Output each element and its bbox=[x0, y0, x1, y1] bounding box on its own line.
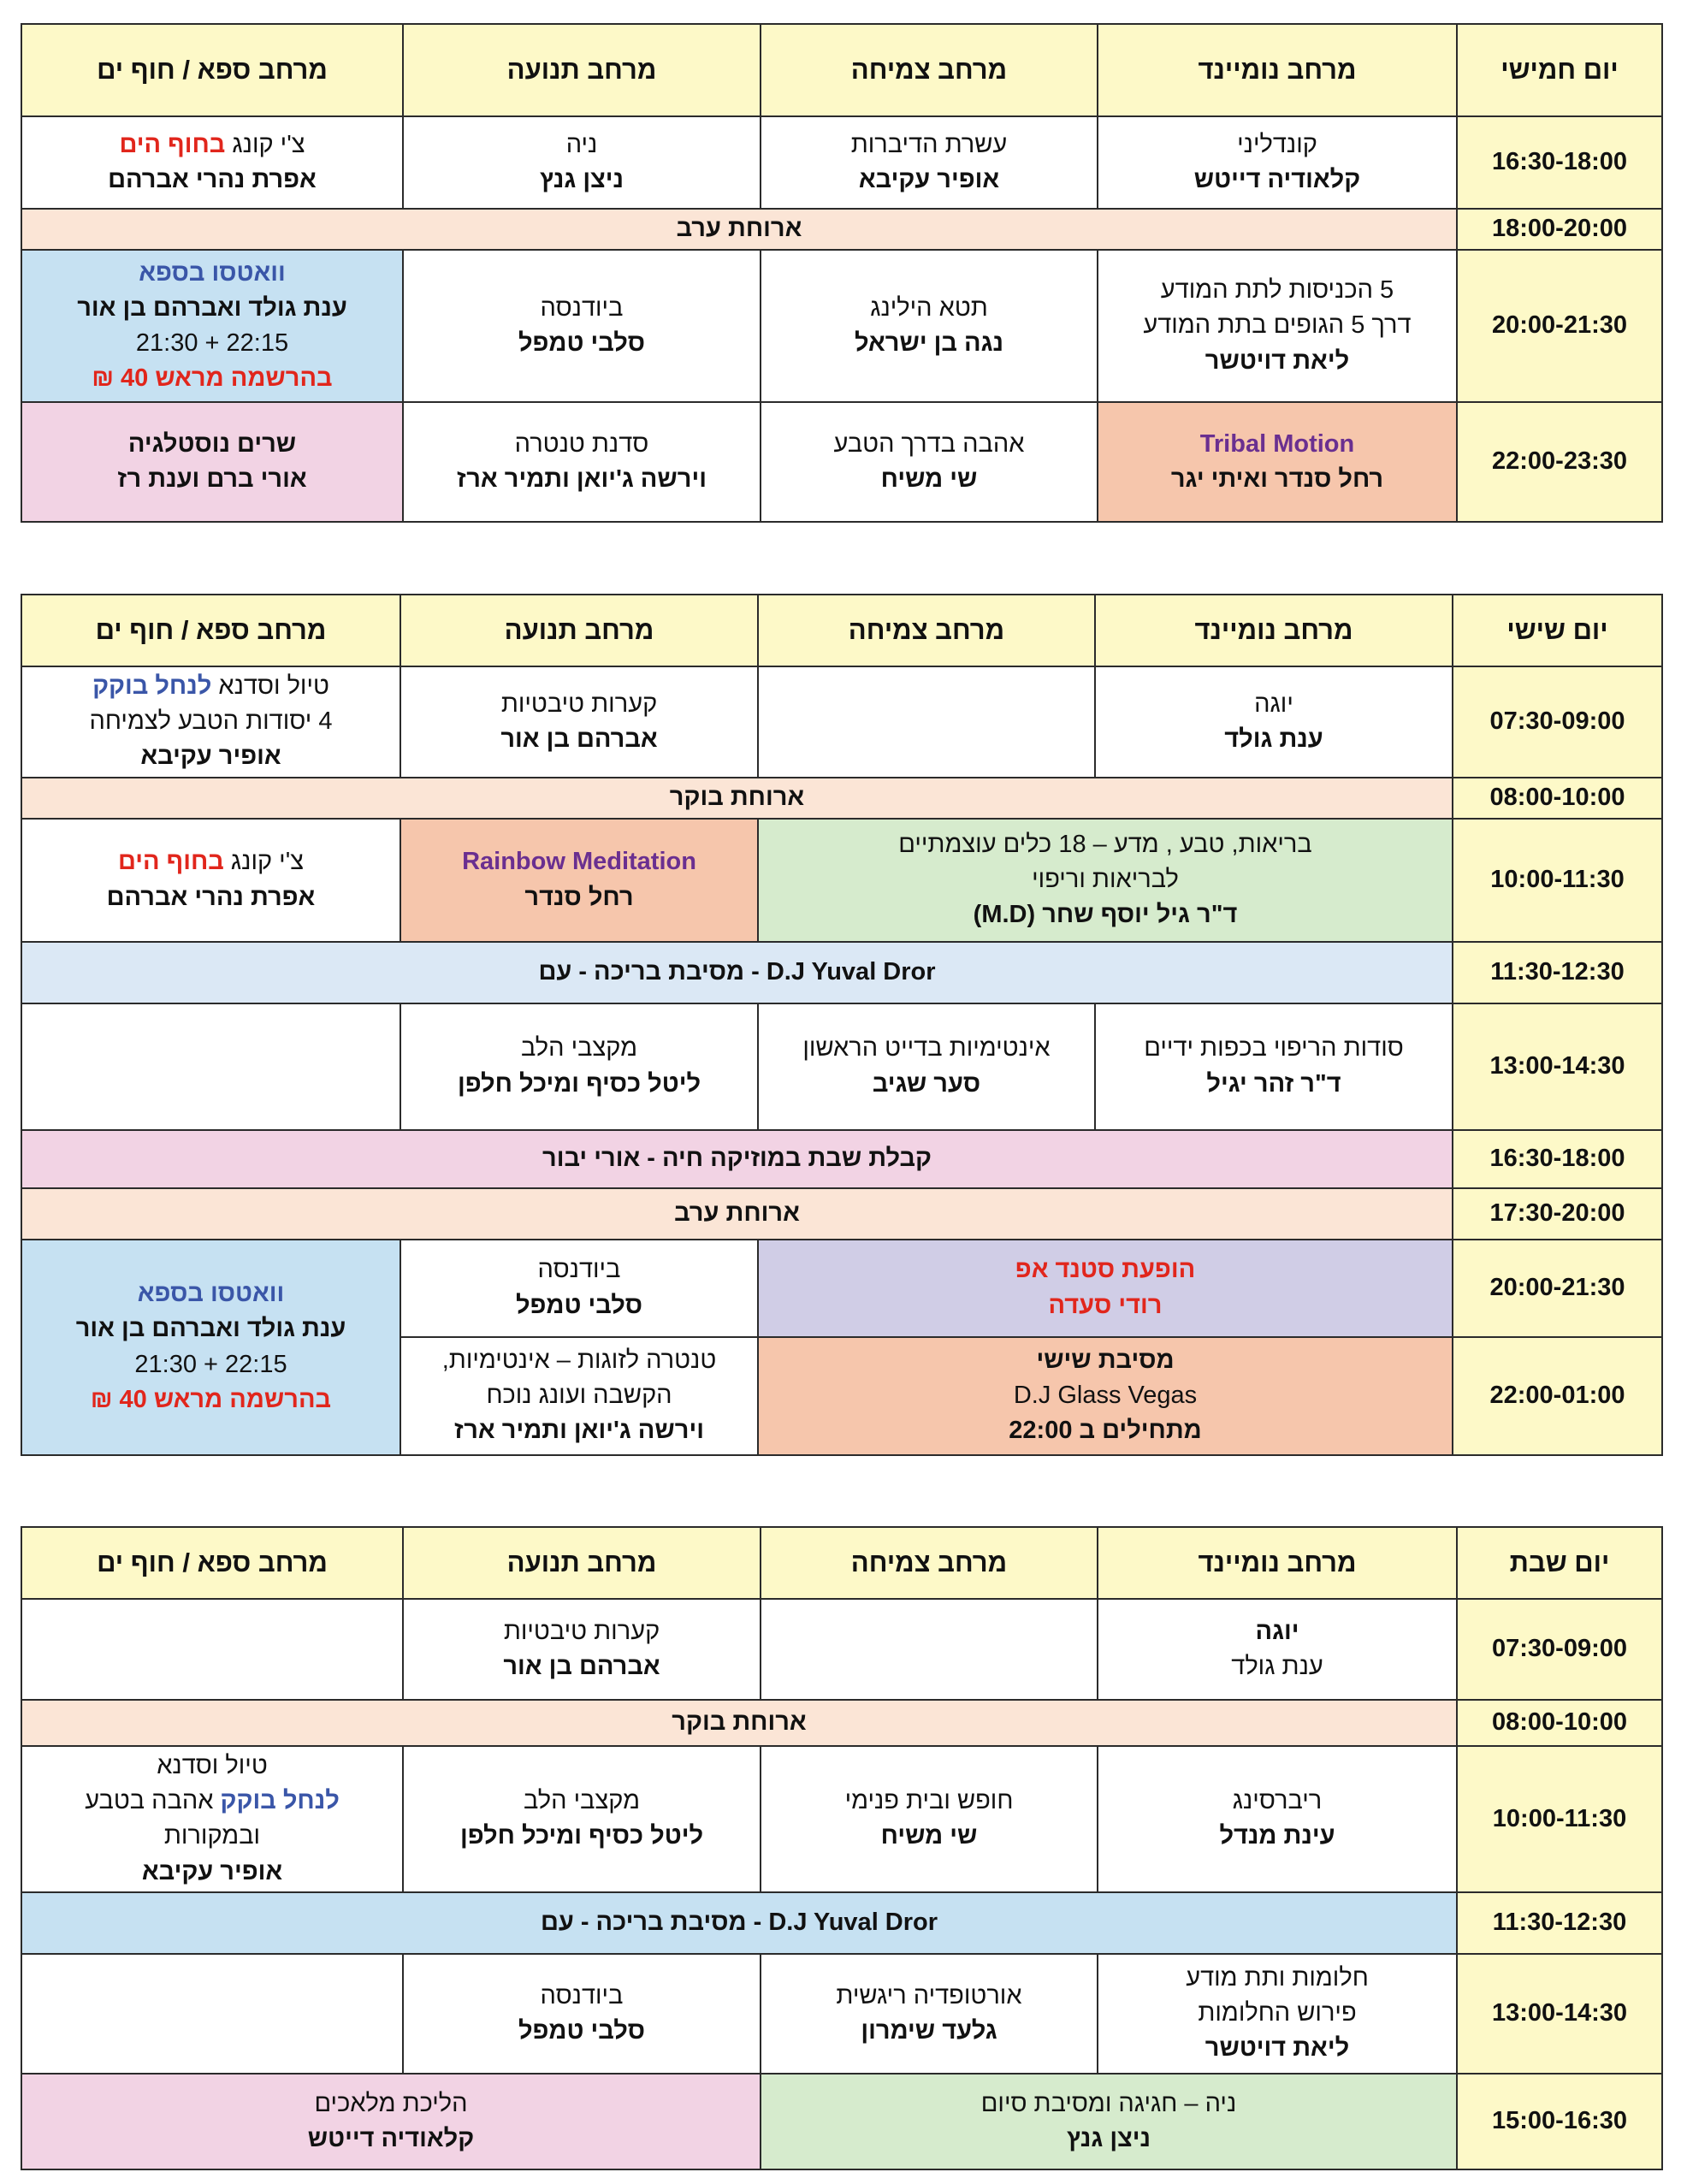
header-movement: מרחב תנועה bbox=[403, 24, 761, 116]
session-host: ענת גולד ואברהם בן אור bbox=[77, 293, 347, 322]
session-host: סער שגיב bbox=[872, 1069, 981, 1098]
breakfast-label: ארוחת בוקר bbox=[21, 778, 1453, 819]
header-numind: מרחב נומיינד bbox=[1095, 595, 1453, 666]
location-highlight: בחוף הים bbox=[119, 130, 226, 158]
meal-row bbox=[21, 209, 1662, 250]
session-cell bbox=[21, 250, 403, 402]
session-cell bbox=[21, 666, 400, 778]
session-title: קערות טיבטיות bbox=[503, 1617, 660, 1645]
session-cell bbox=[21, 1240, 400, 1455]
session-host: ניצן גנץ bbox=[1066, 2124, 1151, 2152]
session-host: אופיר עקיבא bbox=[141, 1857, 283, 1885]
time-slot: 22:00-23:30 bbox=[1457, 402, 1662, 522]
session-subtitle-2: ובמקורות bbox=[163, 1822, 261, 1850]
time-slot: 08:00-10:00 bbox=[1453, 778, 1662, 819]
session-title: צ'י קונג bbox=[230, 848, 305, 876]
session-host: ליטל כסיף ומיכל חלפן bbox=[457, 1069, 701, 1098]
pool-party-row bbox=[21, 1892, 1662, 1954]
header-growth: מרחב צמיחה bbox=[758, 595, 1095, 666]
session-host: ענת גולד bbox=[1224, 725, 1323, 753]
time-slot: 16:30-18:00 bbox=[1453, 1130, 1662, 1188]
session-title: קונדליני bbox=[1237, 130, 1317, 158]
time-slot: 16:30-18:00 bbox=[1457, 116, 1662, 209]
session-title: מקצבי הלב bbox=[524, 1787, 640, 1815]
session-host: ד"ר זהר יגיל bbox=[1206, 1069, 1341, 1098]
session-title: וואטסו בספא bbox=[137, 1280, 285, 1308]
table-row bbox=[21, 1954, 1662, 2074]
session-title: ניה – חגיגה ומסיבת סיום bbox=[980, 2089, 1237, 2117]
session-title: שרים נוסטלגיה bbox=[127, 429, 297, 458]
table-row bbox=[21, 666, 1662, 778]
session-title: בריאות, טבע , מדע – 18 כלים עוצמתיים bbox=[898, 830, 1312, 858]
time-slot: 10:00-11:30 bbox=[1457, 1746, 1662, 1892]
session-host: רחל סנדר ואיתי יגר bbox=[1170, 465, 1384, 493]
session-cell bbox=[1098, 1954, 1457, 2074]
time-slot: 10:00-11:30 bbox=[1453, 819, 1662, 942]
session-cell bbox=[21, 116, 403, 209]
session-host: אברהם בן אור bbox=[503, 1653, 660, 1680]
session-cell bbox=[21, 402, 403, 522]
empty-cell bbox=[21, 1003, 400, 1130]
session-title: יוגה bbox=[1254, 690, 1293, 718]
session-host: ד"ר גיל יוסף שחר (M.D) bbox=[973, 901, 1238, 929]
session-title: מסיבת שישי bbox=[1036, 1346, 1175, 1374]
session-cell bbox=[21, 1746, 403, 1892]
session-cell bbox=[403, 1954, 761, 2074]
dinner-label: ארוחת ערב bbox=[21, 1188, 1453, 1240]
session-cell bbox=[761, 116, 1098, 209]
session-title: טיול וסדנא bbox=[157, 1752, 268, 1779]
session-title: חופש ובית פנימי bbox=[844, 1787, 1014, 1815]
session-cell bbox=[403, 1599, 761, 1700]
pool-party-label: D.J Yuval Dror - מסיבת בריכה - עם bbox=[21, 942, 1453, 1003]
time-slot: 18:00-20:00 bbox=[1457, 209, 1662, 250]
session-host: שי משיח bbox=[880, 465, 978, 493]
empty-cell bbox=[21, 1954, 403, 2074]
session-title: טיול וסדנא bbox=[218, 672, 329, 700]
session-title: עשרת הדיברות bbox=[850, 130, 1008, 158]
session-host: סלבי טמפל bbox=[515, 1291, 643, 1319]
session-host: אפרת נהרי אברהם bbox=[108, 166, 317, 193]
session-subtitle: דרך 5 הגופים בתת המודע bbox=[1143, 311, 1412, 340]
session-title: Rainbow Meditation bbox=[462, 848, 696, 876]
header-movement: מרחב תנועה bbox=[400, 595, 758, 666]
header-spa-beach: מרחב ספא / חוף ים bbox=[21, 24, 403, 116]
empty-cell bbox=[761, 1599, 1098, 1700]
session-cell bbox=[758, 819, 1453, 942]
session-title: סודות הריפוי בכפות ידיים bbox=[1144, 1034, 1404, 1062]
session-cell bbox=[400, 1003, 758, 1130]
session-times: 21:30 + 22:15 bbox=[135, 329, 289, 357]
session-title: ביודנסה bbox=[540, 293, 624, 322]
thursday-schedule-table bbox=[21, 23, 1663, 523]
meal-row bbox=[21, 1188, 1662, 1240]
time-slot: 13:00-14:30 bbox=[1457, 1954, 1662, 2074]
session-subtitle: 4 יסודות הטבע לצמיחה bbox=[89, 707, 333, 736]
session-cell bbox=[403, 116, 761, 209]
time-slot: 17:30-20:00 bbox=[1453, 1188, 1662, 1240]
day-header: יום שישי bbox=[1453, 595, 1662, 666]
session-host: אברהם בן אור bbox=[500, 725, 658, 753]
time-slot: 22:00-01:00 bbox=[1453, 1337, 1662, 1455]
table-row bbox=[21, 250, 1662, 402]
session-start: מתחילים ב 22:00 bbox=[1009, 1417, 1202, 1445]
session-cell bbox=[1098, 1746, 1457, 1892]
table-row bbox=[21, 819, 1662, 942]
meal-row bbox=[21, 1700, 1662, 1746]
pool-party-row bbox=[21, 942, 1662, 1003]
session-title: וואטסו בספא bbox=[139, 258, 286, 287]
session-host: ענת גולד bbox=[1231, 1653, 1323, 1680]
time-slot: 11:30-12:30 bbox=[1457, 1892, 1662, 1954]
session-title: טנטרה לזוגות – אינטימיות, bbox=[441, 1346, 717, 1374]
table-row bbox=[21, 116, 1662, 209]
session-host: וירשה ג'יואן ותמיר ארז bbox=[454, 1417, 704, 1445]
table-row bbox=[21, 1240, 1662, 1337]
session-host: סלבי טמפל bbox=[518, 2016, 646, 2045]
session-host: אפרת נהרי אברהם bbox=[106, 883, 316, 911]
header-row bbox=[21, 24, 1662, 116]
time-slot: 20:00-21:30 bbox=[1457, 250, 1662, 402]
session-cell bbox=[1098, 402, 1457, 522]
session-cell bbox=[761, 1746, 1098, 1892]
saturday-schedule-table bbox=[21, 1526, 1663, 2170]
table-row bbox=[21, 1003, 1662, 1130]
session-subtitle: לבריאות וריפוי bbox=[1032, 865, 1179, 893]
session-cell bbox=[400, 1337, 758, 1455]
session-host: רחל סנדר bbox=[524, 883, 634, 911]
time-slot: 20:00-21:30 bbox=[1453, 1240, 1662, 1337]
session-host: אורי ברם וענת רז bbox=[117, 465, 307, 493]
session-title: ביודנסה bbox=[540, 1981, 624, 2009]
session-cell bbox=[1095, 666, 1453, 778]
session-title: אורטופדיה ריגשית bbox=[836, 1981, 1022, 2009]
session-cell bbox=[403, 1746, 761, 1892]
session-title: קערות טיבטיות bbox=[500, 690, 658, 718]
time-slot: 07:30-09:00 bbox=[1457, 1599, 1662, 1700]
session-cell bbox=[761, 2074, 1457, 2169]
session-title: ריברסינג bbox=[1232, 1787, 1323, 1815]
breakfast-label: ארוחת בוקר bbox=[21, 1700, 1457, 1746]
session-title: הליכת מלאכים bbox=[314, 2089, 468, 2117]
location-highlight: בחוף הים bbox=[117, 848, 224, 876]
table-row bbox=[21, 2074, 1662, 2169]
session-cell bbox=[1098, 250, 1457, 402]
time-slot: 15:00-16:30 bbox=[1457, 2074, 1662, 2169]
day-header: יום שבת bbox=[1457, 1527, 1662, 1599]
meal-row bbox=[21, 778, 1662, 819]
session-title: יוגה bbox=[1255, 1617, 1299, 1645]
session-host: אופיר עקיבא bbox=[858, 166, 1000, 193]
time-slot: 07:30-09:00 bbox=[1453, 666, 1662, 778]
session-host: עינת מנדל bbox=[1219, 1822, 1335, 1850]
session-host: ליטל כסיף ומיכל חלפן bbox=[459, 1822, 704, 1850]
table-row bbox=[21, 1599, 1662, 1700]
location-highlight: לנחל בוקק bbox=[220, 1787, 340, 1815]
session-subtitle: הקשבה ועונג נוכח bbox=[486, 1381, 672, 1409]
session-cell bbox=[21, 819, 400, 942]
session-cell bbox=[758, 1337, 1453, 1455]
session-title: הופעת סטנד אפ bbox=[1015, 1256, 1196, 1284]
session-cell bbox=[1098, 1599, 1457, 1700]
session-title: ביודנסה bbox=[537, 1256, 621, 1284]
header-spa-beach: מרחב ספא / חוף ים bbox=[21, 595, 400, 666]
session-host: ליאת דויטשר bbox=[1205, 346, 1350, 375]
empty-cell bbox=[21, 1599, 403, 1700]
session-title: חלומות ותת מודע bbox=[1186, 1963, 1369, 1992]
session-cell bbox=[1095, 1003, 1453, 1130]
pool-party-label: D.J Yuval Dror - מסיבת בריכה - עם bbox=[21, 1892, 1457, 1954]
registration-note: בהרשמה מראש 40 ₪ bbox=[90, 1385, 332, 1413]
session-subtitle: פירוש החלומות bbox=[1198, 1999, 1357, 2027]
table-row bbox=[21, 402, 1662, 522]
session-cell bbox=[403, 250, 761, 402]
session-cell bbox=[400, 666, 758, 778]
session-host: גלעד שימרון bbox=[861, 2016, 997, 2045]
dinner-label: ארוחת ערב bbox=[21, 209, 1457, 250]
session-title: ניה bbox=[565, 130, 598, 158]
session-cell bbox=[758, 1003, 1095, 1130]
session-title: אהבה בדרך הטבע bbox=[833, 429, 1025, 458]
session-title: 5 הכניסות לתת המודע bbox=[1160, 276, 1394, 305]
session-cell bbox=[1098, 116, 1457, 209]
session-host: רודי סעדה bbox=[1048, 1291, 1163, 1319]
session-host: קלאודיה דייטש bbox=[307, 2124, 475, 2152]
header-spa-beach: מרחב ספא / חוף ים bbox=[21, 1527, 403, 1599]
session-host: ניצן גנץ bbox=[539, 166, 624, 193]
day-header: יום חמישי bbox=[1457, 24, 1662, 116]
session-dj: D.J Glass Vegas bbox=[1013, 1381, 1198, 1409]
session-subtitle: אהבה בטבע bbox=[85, 1787, 214, 1815]
session-cell bbox=[400, 1240, 758, 1337]
session-host: וירשה ג'יואן ותמיר ארז bbox=[457, 465, 707, 493]
header-numind: מרחב נומיינד bbox=[1098, 1527, 1457, 1599]
friday-schedule-table bbox=[21, 594, 1663, 1456]
time-slot: 08:00-10:00 bbox=[1457, 1700, 1662, 1746]
session-title: אינטימיות בדייט הראשון bbox=[802, 1034, 1051, 1062]
header-row bbox=[21, 1527, 1662, 1599]
session-cell bbox=[761, 402, 1098, 522]
session-title: סדנת טנטרה bbox=[514, 429, 649, 458]
registration-note: בהרשמה מראש 40 ₪ bbox=[92, 364, 333, 393]
session-cell bbox=[761, 250, 1098, 402]
time-slot: 13:00-14:30 bbox=[1453, 1003, 1662, 1130]
session-host: נגה בן ישראל bbox=[854, 329, 1003, 357]
session-title: מקצבי הלב bbox=[521, 1034, 637, 1062]
shabbat-label: קבלת שבת במוזיקה חיה - אורי יבור bbox=[21, 1130, 1453, 1188]
header-movement: מרחב תנועה bbox=[403, 1527, 761, 1599]
session-times: 21:30 + 22:15 bbox=[134, 1350, 287, 1378]
empty-cell bbox=[758, 666, 1095, 778]
time-slot: 11:30-12:30 bbox=[1453, 942, 1662, 1003]
session-title: צ'י קונג bbox=[232, 130, 305, 158]
header-growth: מרחב צמיחה bbox=[761, 1527, 1098, 1599]
location-highlight: לנחל בוקק bbox=[92, 672, 212, 700]
session-cell bbox=[403, 402, 761, 522]
header-row bbox=[21, 595, 1662, 666]
table-row bbox=[21, 1746, 1662, 1892]
session-host: ליאת דויטשר bbox=[1205, 2034, 1350, 2063]
session-host: סלבי טמפל bbox=[518, 329, 646, 357]
header-numind: מרחב נומיינד bbox=[1098, 24, 1457, 116]
session-host: שי משיח bbox=[880, 1822, 978, 1850]
header-growth: מרחב צמיחה bbox=[761, 24, 1098, 116]
session-host: אופיר עקיבא bbox=[140, 743, 281, 771]
shabbat-row bbox=[21, 1130, 1662, 1188]
session-host: ענת גולד ואברהם בן אור bbox=[75, 1315, 346, 1343]
session-cell bbox=[761, 1954, 1098, 2074]
session-title: Tribal Motion bbox=[1199, 429, 1355, 458]
session-title: תטא הילינג bbox=[870, 293, 988, 322]
session-cell bbox=[758, 1240, 1453, 1337]
session-cell bbox=[400, 819, 758, 942]
session-host: קלאודיה דייטש bbox=[1193, 166, 1361, 193]
session-cell bbox=[21, 2074, 761, 2169]
